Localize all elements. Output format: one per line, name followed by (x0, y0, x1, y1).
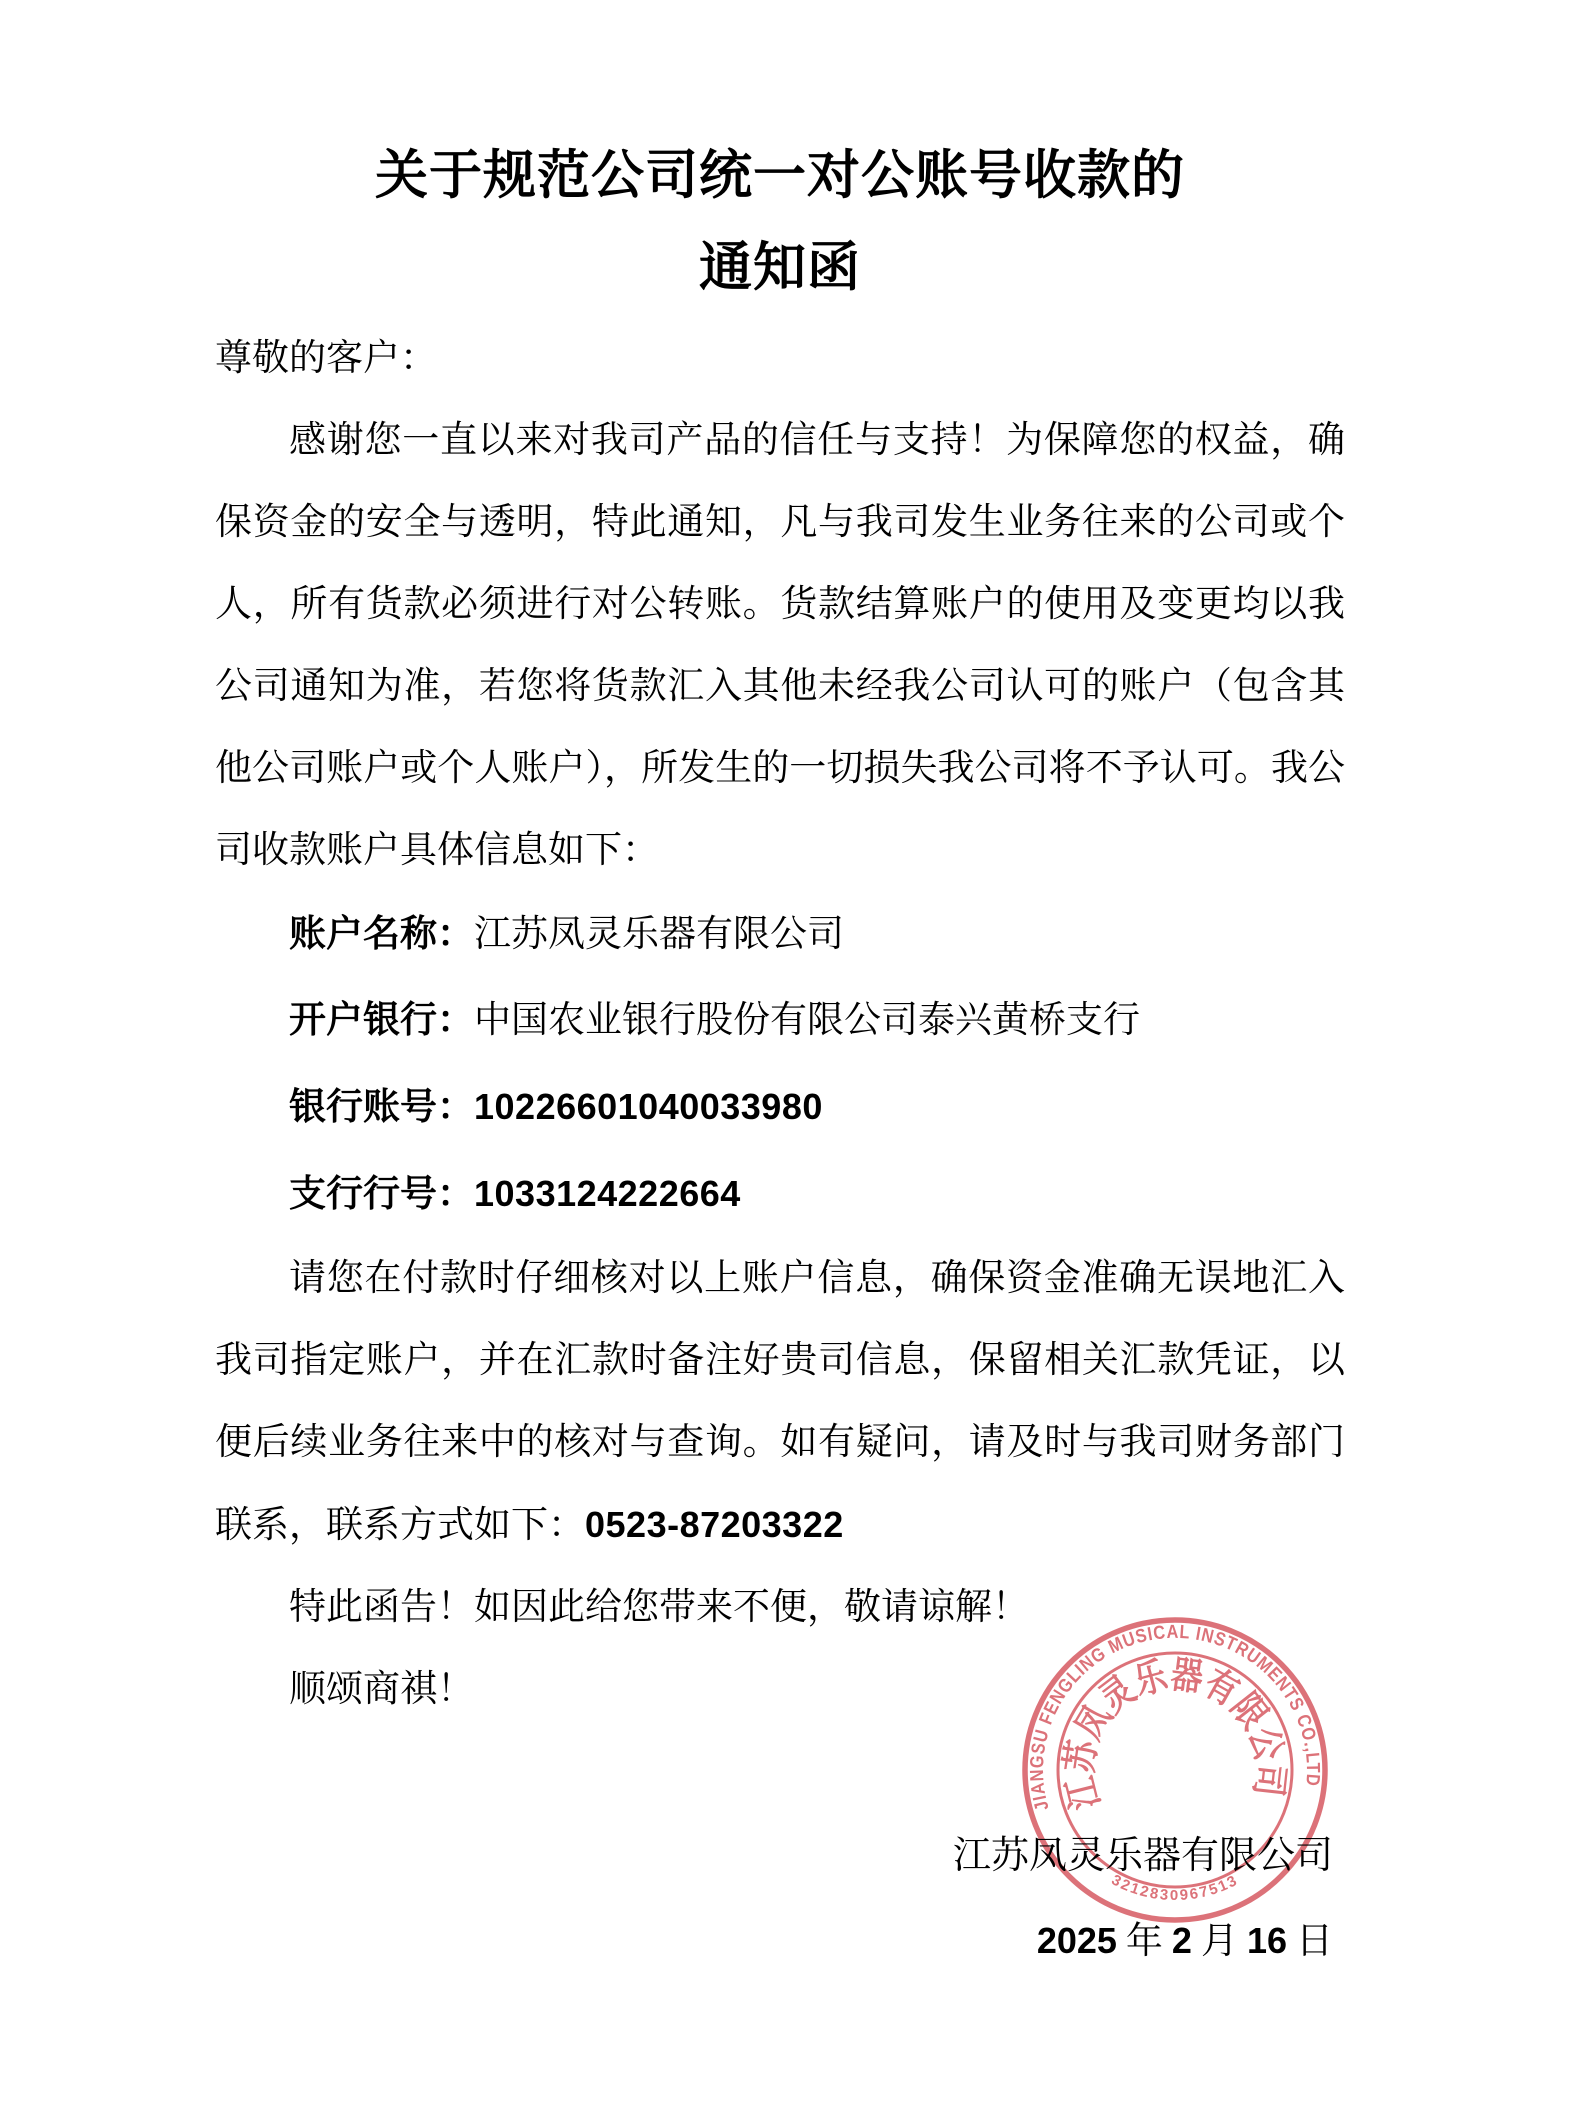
seal-company-name-arc: 江苏凤灵乐器有限公司 (1058, 1653, 1292, 1814)
account-bank-line (215, 978, 1345, 1064)
account-number-value: 10226601040033980 (474, 1086, 823, 1127)
account-number-line (215, 1064, 1345, 1151)
phone-number: 0523-87203322 (585, 1504, 844, 1545)
paragraph-verify (215, 1238, 1345, 1567)
date-year-label: 年 (1125, 1921, 1163, 1962)
closing-notice: 特此函告！如因此给您带来不便，敬请谅解！ (289, 1587, 1029, 1628)
title-line-2: 通知函 (699, 239, 861, 297)
date-year: 2025 (1036, 1920, 1117, 1961)
date-day-label: 日 (1296, 1921, 1333, 1962)
verify-text: 请您在付款时仔细核对以上账户信息，确保资金准确无误地汇入我司指定账户，并在汇款时备注好贵司信息，保留相关汇款凭证，以便后续业务往来中的核对与查询。如有疑问，请及时与我司财务部门联系，联系方式如下： (215, 1258, 1345, 1546)
company-signature: 江苏凤灵乐器有限公司 (952, 1835, 1333, 1877)
branch-code-line (215, 1151, 1345, 1238)
title-line-1: 关于规范公司统一对公账号收款的 (375, 147, 1185, 205)
date-day: 16 (1246, 1920, 1287, 1961)
account-details (215, 892, 1345, 1238)
date-month-label: 月 (1200, 1921, 1238, 1962)
account-bank-label: 开户银行： (289, 1000, 474, 1041)
date-line (215, 1897, 1333, 1986)
signature-block (215, 1815, 1345, 1986)
seal-serial-number: 3212830967513 (1108, 1871, 1242, 1905)
account-name-label: 账户名称： (289, 914, 474, 955)
account-bank-value: 中国农业银行股份有限公司泰兴黄桥支行 (474, 1000, 1140, 1041)
salutation: 尊敬的客户： (215, 338, 437, 379)
account-number-label: 银行账号： (289, 1087, 474, 1128)
branch-code-value: 1033124222664 (474, 1173, 741, 1214)
branch-code-label: 支行行号： (289, 1174, 474, 1215)
seal-english-ring-text: JIANGSU FENGLING MUSICAL INSTRUMENTS CO.,LTD (1026, 1621, 1324, 1813)
account-name-line (215, 892, 1345, 978)
account-name-value: 江苏凤灵乐器有限公司 (474, 914, 844, 955)
date-month: 2 (1171, 1920, 1192, 1961)
closing-regards: 顺颂商祺！ (289, 1669, 474, 1710)
document-title (215, 130, 1345, 314)
paragraph-intro: 感谢您一直以来对我司产品的信任与支持！为保障您的权益，确保资金的安全与透明，特此通知，凡与我司发生业务往来的公司或个人，所有货款必须进行对公转账。货款结算账户的使用及变更均以我公司通知为准，若您将货款汇入其他未经我公司认可的账户（包含其他公司账户或个人账户），所发生的一切损失我公司将不予认可。我公司收款账户具体信息如下： (215, 420, 1345, 871)
